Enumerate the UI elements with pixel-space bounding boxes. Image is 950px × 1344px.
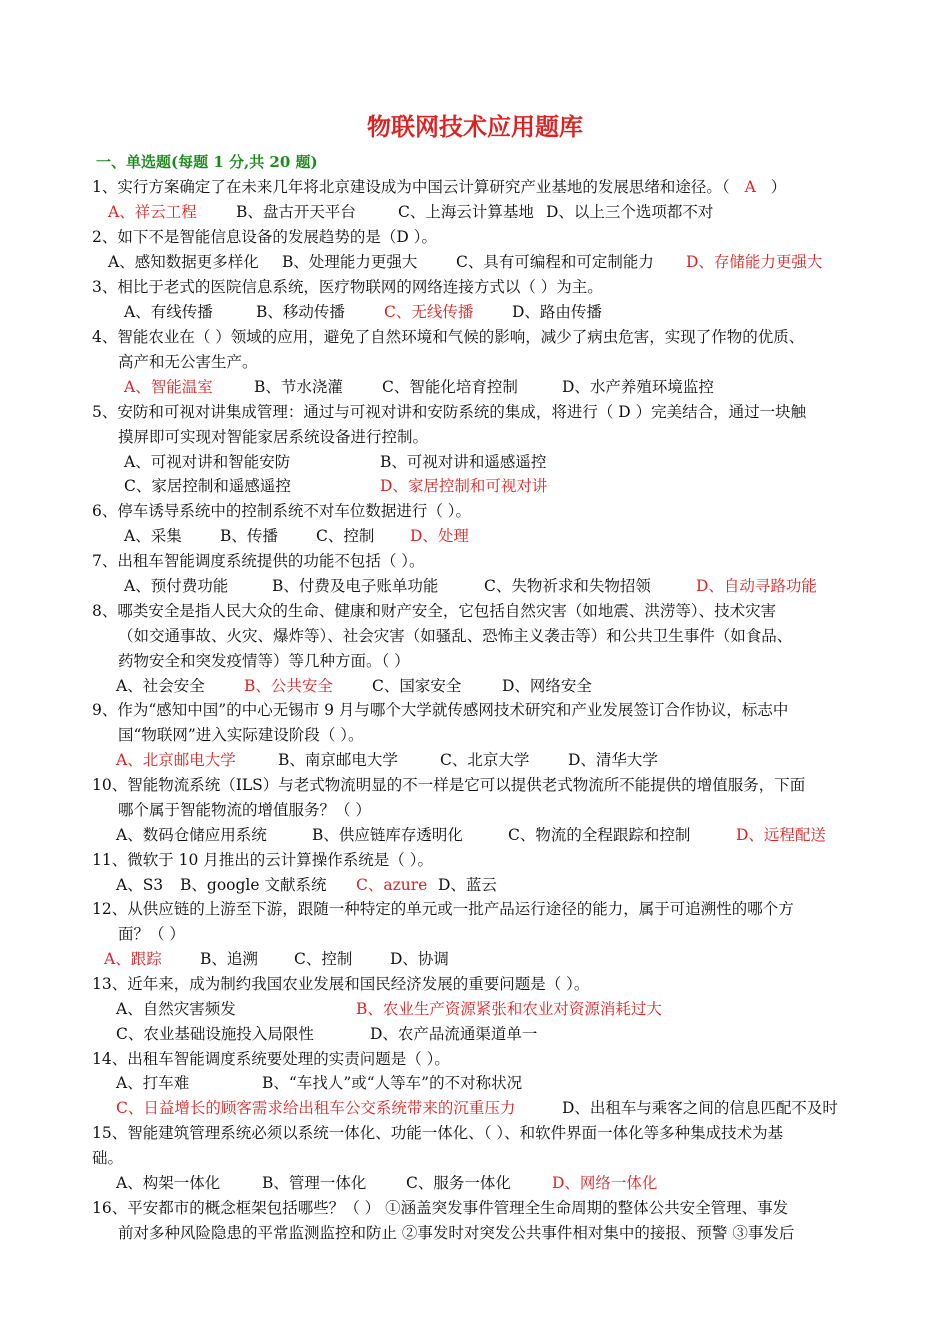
option-c: C、上海云计算基地 <box>398 203 534 221</box>
option-b: B、可视对讲和遥感遥控 <box>380 453 547 471</box>
question-12-line-2: 面？（ ） <box>118 925 185 943</box>
question-8-line-1: 8、哪类安全是指人民大众的生命、健康和财产安全，它包括自然灾害（如地震、洪涝等）、技术灾害 <box>92 602 777 620</box>
question-5-line-2: 摸屏即可实现对智能家居系统设备进行控制。 <box>118 428 429 446</box>
option-c: C、控制 <box>316 527 375 545</box>
answer-mark: A <box>744 178 756 196</box>
option-c: C、智能化培育控制 <box>382 378 518 396</box>
option-d: D、路由传播 <box>512 303 602 321</box>
question-7: 7、出租车智能调度系统提供的功能不包括（ ）。 <box>92 552 425 570</box>
option-a: A、有线传播 <box>124 303 213 321</box>
question-15-line-1: 15、智能建筑管理系统必须以系统一体化、功能一体化、（ ）、和软件界面一体化等多种集成技术为基 <box>92 1124 784 1142</box>
question-3: 3、相比于老式的医院信息系统，医疗物联网的网络连接方式以（ ）为主。 <box>92 278 603 296</box>
question-4-line-1: 4、智能农业在（ ）领域的应用，避免了自然环境和气候的影响，减少了病虫危害，实现了作物的优质、 <box>92 328 805 346</box>
option-a: A、预付费功能 <box>124 577 229 595</box>
option-d: D、协调 <box>390 950 449 968</box>
question-9-line-2: 国“物联网”进入实际建设阶段（ ）。 <box>118 726 364 744</box>
option-b: B、节水浇灌 <box>254 378 343 396</box>
option-c: C、失物祈求和失物招领 <box>484 577 651 595</box>
option-c: C、国家安全 <box>372 677 462 695</box>
option-b: B、传播 <box>220 527 278 545</box>
question-13: 13、近年来，成为制约我国农业发展和国民经济发展的重要问题是（ ）。 <box>92 975 590 993</box>
question-12-line-1: 12、从供应链的上游至下游，跟随一种特定的单元或一批产品运行途径的能力，属于可追溯性的哪个方 <box>92 900 794 918</box>
option-d: D、农产品流通渠道单一 <box>370 1025 538 1043</box>
option-a: A、智能温室 <box>124 378 213 396</box>
option-b: B、“车找人”或“人等车”的不对称状况 <box>262 1074 523 1092</box>
option-b: B、处理能力更强大 <box>282 253 418 271</box>
option-a: A、感知数据更多样化 <box>108 253 259 271</box>
option-b: B、农业生产资源紧张和农业对资源消耗过大 <box>356 1000 662 1018</box>
option-a: A、数码仓储应用系统 <box>116 826 267 844</box>
option-c: C、具有可编程和可定制能力 <box>456 253 654 271</box>
question-1 <box>92 176 786 198</box>
question-9-line-1: 9、作为“感知中国”的中心无锡市 9 月与哪个大学就传感网技术研究和产业发展签订合作协议，标志中 <box>92 701 789 719</box>
option-a: A、采集 <box>124 527 182 545</box>
option-b: B、盘古开天平台 <box>236 203 356 221</box>
question-close: ） <box>770 178 787 196</box>
question-10-line-2: 哪个属于智能物流的增值服务？（ ） <box>118 801 371 819</box>
option-a: A、社会安全 <box>116 677 205 695</box>
option-d: D、水产养殖环境监控 <box>562 378 714 396</box>
question-text: 1、实行方案确定了在未来几年将北京建设成为中国云计算研究产业基地的发展思绪和途径。（ <box>92 178 730 196</box>
question-5-line-1: 5、安防和可视对讲集成管理：通过与可视对讲和安防系统的集成，将进行（ D ）完美结合，通过一块触 <box>92 403 807 421</box>
option-d: D、自动寻路功能 <box>696 577 817 595</box>
question-10-line-1: 10、智能物流系统（ILS）与老式物流明显的不一样是它可以提供老式物流所不能提供的增值服务，下面 <box>92 776 806 794</box>
option-b: B、公共安全 <box>244 677 333 695</box>
option-d: D、家居控制和可视对讲 <box>380 477 548 495</box>
question-16-line-1: 16、平安都市的概念框架包括哪些？（ ） ①涵盖突发事件管理全生命周期的整体公共安全管理、事发 <box>92 1199 789 1217</box>
option-a: A、跟踪 <box>104 950 162 968</box>
question-2: 2、如下不是智能信息设备的发展趋势的是（D ）。 <box>92 228 437 246</box>
option-a: A、祥云工程 <box>108 203 197 221</box>
option-b: B、移动传播 <box>256 303 345 321</box>
option-c: C、家居控制和遥感遥控 <box>124 477 291 495</box>
option-a: A、打车难 <box>116 1074 190 1092</box>
option-b: B、追溯 <box>200 950 258 968</box>
option-d: D、处理 <box>410 527 469 545</box>
option-d: D、出租车与乘客之间的信息匹配不及时 <box>562 1099 838 1117</box>
option-c: C、azure <box>356 876 428 894</box>
option-c: C、控制 <box>294 950 353 968</box>
question-11: 11、微软于 10 月推出的云计算操作系统是（ ）。 <box>92 851 433 869</box>
option-b: B、管理一体化 <box>262 1174 367 1192</box>
section-heading: 一、单选题(每题 1 分,共 20 题) <box>96 153 318 171</box>
question-8-line-2: （如交通事故、火灾、爆炸等）、社会灾害（如骚乱、恐怖主义袭击等）和公共卫生事件（如食品、 <box>118 627 793 645</box>
question-6: 6、停车诱导系统中的控制系统不对车位数据进行（ ）。 <box>92 502 472 520</box>
question-16-line-2: 前对多种风险隐患的平常监测监控和防止 ②事发时对突发公共事件相对集中的接报、预警 ③事发后 <box>118 1224 795 1242</box>
option-b: B、南京邮电大学 <box>278 751 398 769</box>
option-d: D、远程配送 <box>736 826 826 844</box>
option-a: A、自然灾害频发 <box>116 1000 236 1018</box>
option-d: D、蓝云 <box>438 876 497 894</box>
option-c: C、日益增长的顾客需求给出租车公交系统带来的沉重压力 <box>116 1099 516 1117</box>
option-c: C、北京大学 <box>440 751 530 769</box>
option-b: B、付费及电子账单功能 <box>272 577 439 595</box>
option-b: B、供应链库存透明化 <box>312 826 463 844</box>
question-14: 14、出租车智能调度系统要处理的实责问题是（ ）。 <box>92 1050 450 1068</box>
page-title: 物联网技术应用题库 <box>367 113 583 141</box>
option-d: D、网络安全 <box>502 677 592 695</box>
option-d: D、网络一体化 <box>552 1174 658 1192</box>
option-a: A、可视对讲和智能安防 <box>124 453 291 471</box>
option-d: D、以上三个选项都不对 <box>546 203 714 221</box>
option-d: D、存储能力更强大 <box>686 253 823 271</box>
question-4-line-2: 高产和无公害生产。 <box>118 353 258 371</box>
option-a: A、构架一体化 <box>116 1174 221 1192</box>
option-a: A、北京邮电大学 <box>116 751 236 769</box>
option-c: C、无线传播 <box>384 303 474 321</box>
option-c: C、服务一体化 <box>406 1174 511 1192</box>
option-c: C、农业基础设施投入局限性 <box>116 1025 314 1043</box>
question-15-line-2: 础。 <box>92 1149 124 1167</box>
question-8-line-3: 药物安全和突发疫情等）等几种方面。（ ） <box>118 652 410 670</box>
option-b: B、google 文献系统 <box>180 876 327 894</box>
option-c: C、物流的全程跟踪和控制 <box>508 826 691 844</box>
option-d: D、清华大学 <box>568 751 658 769</box>
option-a: A、S3 <box>116 876 164 894</box>
